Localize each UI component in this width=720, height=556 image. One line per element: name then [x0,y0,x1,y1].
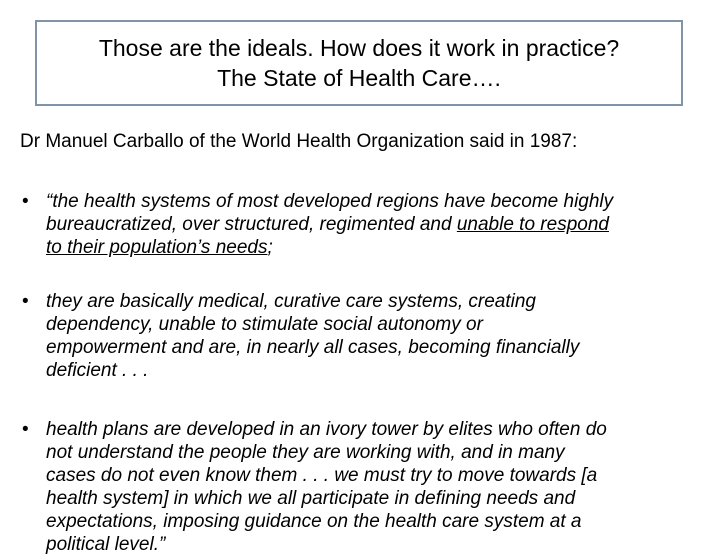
bullet-item-3 [22,418,712,556]
slide-title-box [35,20,683,106]
bullet-marker: • [22,291,29,312]
underlined-segment: unable to respond [456,214,609,235]
bullet-marker: • [22,191,29,212]
bullet-text [46,290,712,382]
bullet-line: they are basically medical, curative care systems, creating [46,291,536,312]
bullet-line: political level.” [46,534,166,555]
underlined-segment: to their population’s needs [46,237,268,258]
bullet-line [46,236,712,259]
bullet-line [46,213,712,236]
bullet-marker: • [22,419,29,440]
bullet-line: empowerment and are, in nearly all cases, becoming financially [46,337,580,358]
slide-title-line-1: Those are the ideals. How does it work in practice? [98,35,620,61]
bullet-line: cases do not even know them . . . we must try to move towards [a [46,465,598,486]
bullet-item-1 [22,190,712,259]
bullet-line: deficient . . . [46,360,149,381]
bullet-line: not understand the people they are working with, and in many [46,442,565,463]
bullet-line: expectations, imposing guidance on the health care system at a [46,511,582,532]
bullet-segment: bureaucratized, over structured, regimented and [46,214,457,235]
bullet-line: dependency, unable to stimulate social autonomy or [46,314,483,335]
bullet-line: “the health systems of most developed regions have become highly [46,191,614,212]
bullet-text [46,418,712,556]
slide-title-line-2: The State of Health Care…. [217,65,501,91]
bullet-text [46,190,712,259]
intro-text: Dr Manuel Carballo of the World Health Organization said in 1987: [20,131,578,152]
bullet-line: health system] in which we all participate in defining needs and [46,488,576,509]
bullet-segment: ; [267,237,273,258]
bullet-line: health plans are developed in an ivory tower by elites who often do [46,419,607,440]
bullet-item-2 [22,290,712,382]
